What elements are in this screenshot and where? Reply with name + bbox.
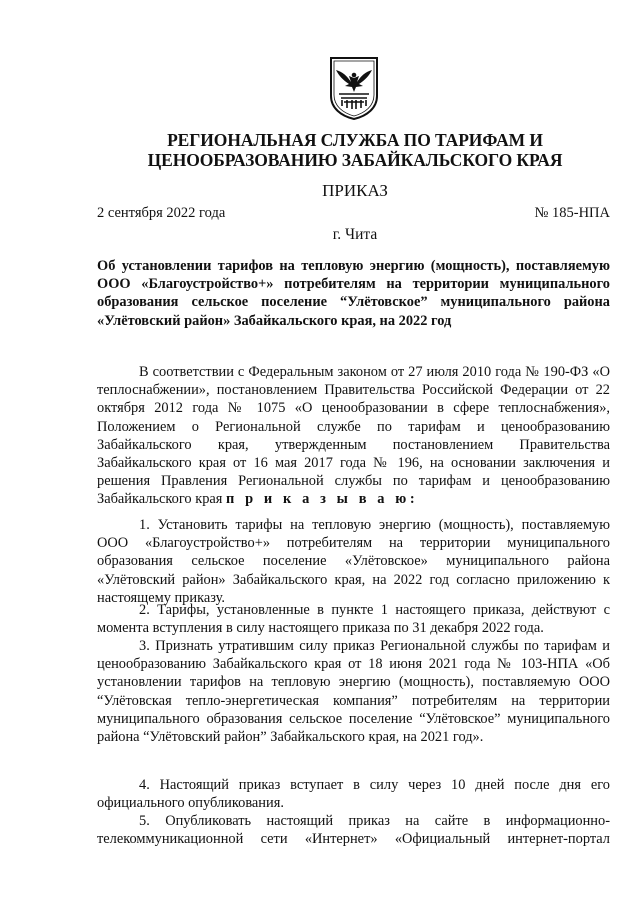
order-item-1: 1. Установить тарифы на тепловую энергию (мощность), поставляемую ООО «Благоустройство+» потребителям на территории муниципального образования сельское поселение «Улётовское» муниципального района «Улётовский район» Забайкальского края, на 2022 год согласно приложению к настоящему приказу. — [97, 517, 610, 606]
order-item-2: 2. Тарифы, установленные в пункте 1 настоящего приказа, действуют с момента вступления в силу настоящего приказа по 31 декабря 2022 года. — [97, 602, 610, 637]
document-city: г. Чита — [332, 226, 378, 243]
order-item-4: 4. Настоящий приказ вступает в силу через 10 дней после дня его официального опубликования. — [97, 777, 610, 812]
document-subject: Об установлении тарифов на тепловую энергию (мощность), поставляемую ООО «Благоустройство+» потребителям на территории муниципального образования сельское поселение “Улётовское” муниципального района «Улётовский район» Забайкальского края, на 2022 год — [97, 258, 610, 329]
organization-title — [100, 130, 610, 170]
document-type: ПРИКАЗ — [322, 181, 388, 200]
order-item-3: 3. Признать утратившим силу приказ Региональной службы по тарифам и ценообразованию Забайкальского края от 18 июня 2021 года № 103-НПА «Об установлении тарифов на тепловую энергию (мощность), поставляемую ООО “Улётовская тепло-энергетическая компания” потребителям на территории муниципального образования сельское поселение “Улётовское” муниципального района “Улётовский район” Забайкальского края, на 2021 год». — [97, 638, 610, 746]
order-keyword: п р и к а з ы в а ю: — [226, 491, 419, 508]
organization-title-line-1: РЕГИОНАЛЬНАЯ СЛУЖБА ПО ТАРИФАМ И — [167, 130, 543, 150]
preamble-paragraph — [97, 363, 610, 509]
document-date: 2 сентября 2022 года — [97, 205, 226, 221]
preamble-text: В соответствии с Федеральным законом от 27 июля 2010 года № 190-ФЗ «О теплоснабжении», постановлением Правительства Российской Федерации от 22 октября 2012 года № 1075 «О ценообразовании в сфере теплоснабжения», Положением о Региональной службе по тарифам и ценообразованию Забайкальского края, утвержденным постановлением Правительства Забайкальского края от 16 мая 2017 года № 196, на основании заключения и решения Правления Региональной службы по тарифам и ценообразованию Забайкальского края — [97, 364, 610, 508]
order-item-5: 5. Опубликовать настоящий приказ на сайте в информационно-телекоммуникационной сети «Интернет» «Официальный интернет-портал — [97, 813, 610, 848]
document-number: № 185-НПА — [534, 205, 610, 221]
coat-of-arms-icon — [329, 56, 379, 120]
organization-title-line-2: ЦЕНООБРАЗОВАНИЮ ЗАБАЙКАЛЬСКОГО КРАЯ — [147, 150, 563, 170]
